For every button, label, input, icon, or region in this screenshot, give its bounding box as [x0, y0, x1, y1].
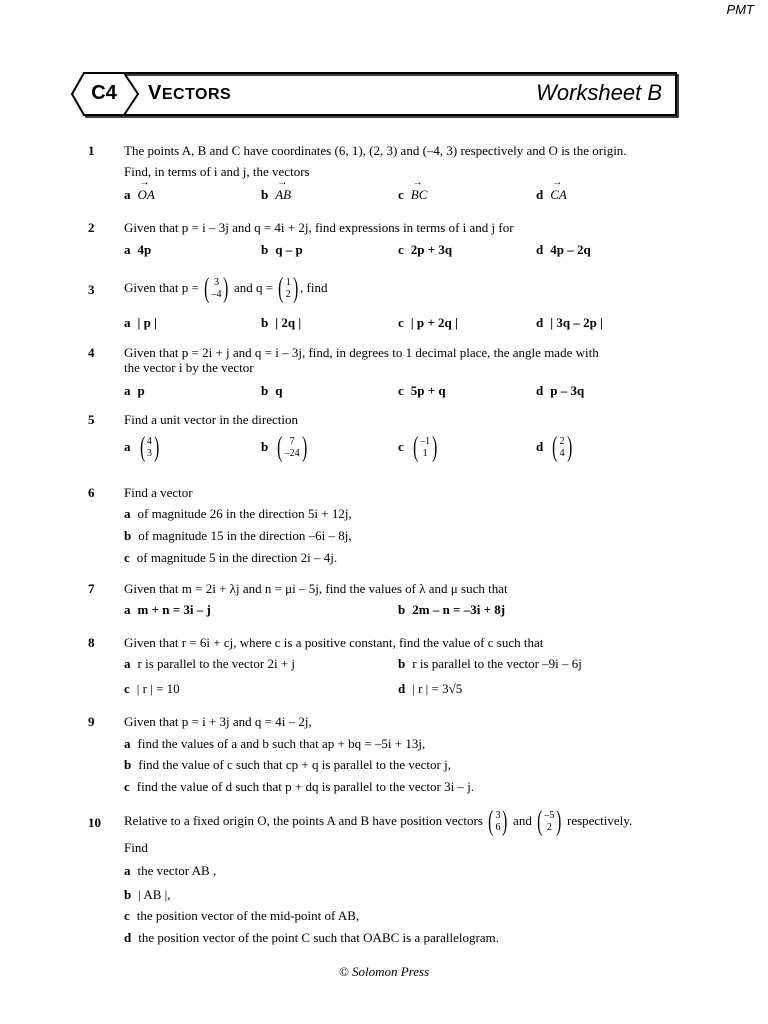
part-a: a ( 4 3 ) — [124, 432, 160, 463]
part-c: c 2p + 3q — [398, 242, 453, 257]
worksheet-banner — [70, 71, 680, 119]
question-text: Find a vector — [124, 485, 193, 500]
part-b: b q — [261, 383, 283, 398]
part-b: b | 2q | — [261, 315, 302, 330]
part-b: b→ AB — [261, 187, 291, 203]
title-rest: ECTORS — [161, 86, 232, 103]
part-a: a find the values of a and b such that ap + bq = –5i + 13j, — [124, 736, 426, 751]
part-c: c | p + 2q | — [398, 315, 458, 330]
part-c: c of magnitude 5 in the direction 2i – 4j. — [124, 550, 338, 565]
page-title — [148, 82, 231, 105]
part-c: c the position vector of the mid-point of AB, — [124, 908, 360, 923]
part-c: c ( –1 1 ) — [398, 432, 438, 463]
part-a: a r is parallel to the vector 2i + j — [124, 656, 296, 671]
part-d: d→ CA — [536, 187, 567, 203]
question-number: 3 — [88, 282, 95, 297]
part-b: b find the value of c such that cp + q is parallel to the vector j, — [124, 757, 451, 772]
part-b: b q – p — [261, 242, 303, 257]
question-number: 6 — [88, 485, 95, 500]
part-a: a→ OA — [124, 187, 155, 203]
question-text: Given that p = i – 3j and q = 4i + 2j, find expressions in terms of i and j for — [124, 220, 514, 235]
part-a: a p — [124, 383, 145, 398]
question-text: Find a unit vector in the direction — [124, 412, 299, 427]
question-text: Find — [124, 840, 148, 855]
question-text: Find, in terms of i and j, the vectors — [124, 164, 310, 179]
question-text: the vector i by the vector — [124, 360, 254, 375]
part-a: a m + n = 3i – j — [124, 602, 211, 617]
a-column-vector: ( 3 6 ) — [488, 806, 508, 837]
question-text: Given that p = ( 3 –4 ) and q = ( 1 2 ) , find — [124, 273, 328, 304]
question-number: 2 — [88, 220, 95, 235]
q-column-vector: ( 1 2 ) — [278, 273, 298, 304]
question-number: 9 — [88, 714, 95, 729]
question-text: Given that r = 6i + cj, where c is a positive constant, find the value of c such that — [124, 635, 544, 650]
part-b: b of magnitude 15 in the direction –6i – 8j, — [124, 528, 352, 543]
part-d: d p – 3q — [536, 383, 585, 398]
part-c: c→ BC — [398, 187, 427, 203]
question-number: 7 — [88, 581, 95, 596]
footer-copyright: © Solomon Press — [338, 964, 430, 979]
part-c: c find the value of d such that p + dq is parallel to the vector 3i – j. — [124, 779, 475, 794]
part-a: a the vector AB , — [124, 863, 217, 878]
part-b: b 2m – n = –3i + 8j — [398, 602, 506, 617]
chapter-code: C4 — [91, 82, 117, 104]
question-number: 10 — [88, 815, 101, 830]
part-c: c | r | = 10 — [124, 681, 180, 696]
part-d: d | 3q – 2p | — [536, 315, 603, 330]
question-text: The points A, B and C have coordinates (6, 1), (2, 3) and (–4, 3) respectively and O is the origin. — [124, 143, 627, 158]
part-d: d the position vector of the point C such that OABC is a parallelogram. — [124, 930, 499, 945]
part-b: b ( 7 –24 ) — [261, 432, 307, 463]
question-text: Given that m = 2i + λj and n = μi – 5j, find the values of λ and μ such that — [124, 581, 508, 596]
b-column-vector: ( –5 2 ) — [537, 806, 562, 837]
part-c: c 5p + q — [398, 383, 446, 398]
part-d: d 4p – 2q — [536, 242, 591, 257]
question-number: 5 — [88, 412, 95, 427]
part-d: d ( 2 4 ) — [536, 432, 572, 463]
title-first: V — [148, 82, 162, 104]
part-b: b r is parallel to the vector –9i – 6j — [398, 656, 582, 671]
part-a: a 4p — [124, 242, 152, 257]
question-text: Given that p = 2i + j and q = i – 3j, find, in degrees to 1 decimal place, the angle made with — [124, 345, 599, 360]
p-column-vector: ( 3 –4 ) — [204, 273, 229, 304]
question-text: Relative to a fixed origin O, the points A and B have position vectors ( 3 6 ) and ( –5 2 ) respectively. — [124, 806, 633, 837]
pmt-label: PMT — [726, 2, 754, 17]
part-a: a | p | — [124, 315, 157, 330]
part-a: a of magnitude 26 in the direction 5i + 12j, — [124, 506, 352, 521]
question-text: Given that p = i + 3j and q = 4i – 2j, — [124, 714, 312, 729]
question-number: 4 — [88, 345, 95, 360]
question-number: 8 — [88, 635, 95, 650]
part-b: b | AB |, — [124, 887, 171, 902]
question-number: 1 — [88, 143, 95, 158]
worksheet-label: Worksheet B — [536, 80, 662, 105]
part-d: d | r | = 3√5 — [398, 681, 463, 696]
